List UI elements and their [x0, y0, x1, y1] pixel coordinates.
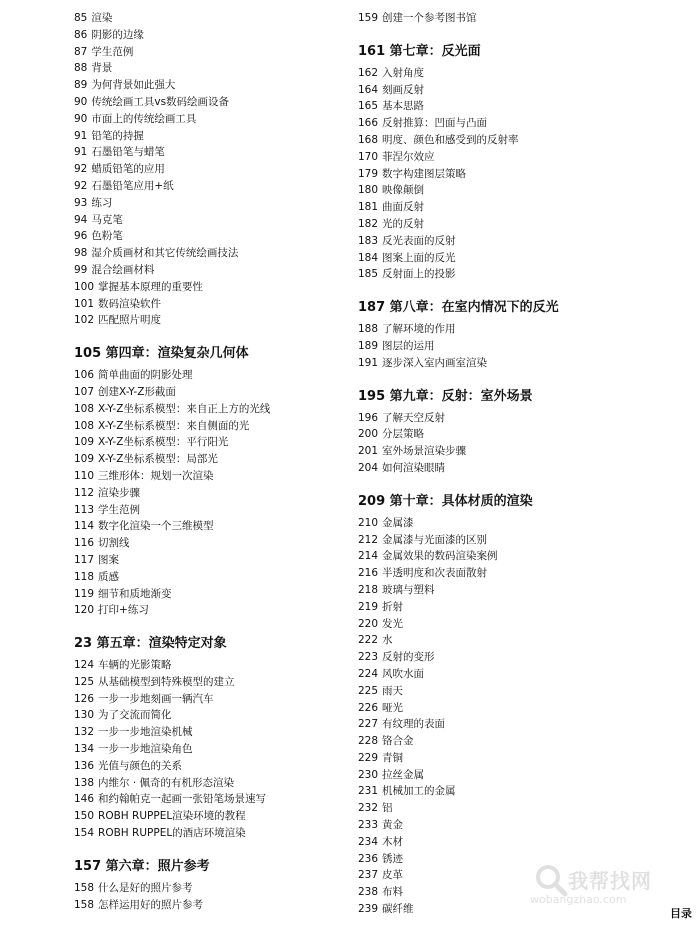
entry-title: 半透明度和次表面散射: [382, 567, 488, 580]
entry-title: 马克笔: [91, 213, 123, 226]
entry-title: X-Y-Z坐标系模型：来自正上方的光线: [98, 402, 271, 415]
entry-title: 渲染步骤: [98, 486, 141, 499]
toc-entry: [74, 44, 344, 61]
toc-entry: [358, 649, 688, 666]
entry-title: 分层策略: [382, 428, 425, 441]
toc-entry: [74, 418, 344, 435]
page-number: 224: [358, 667, 379, 680]
chapter-heading: 105 第四章：渲染复杂几何体: [74, 346, 249, 362]
page-number: 168: [358, 133, 379, 146]
page-number: 185: [358, 268, 379, 281]
toc-entry: [358, 82, 688, 99]
page-number: 86: [74, 28, 88, 41]
toc-entry: [358, 10, 688, 27]
entry-title: 质感: [98, 570, 120, 583]
toc-entry: [74, 212, 344, 229]
page-number: 216: [358, 567, 379, 580]
toc-entry: [74, 10, 344, 27]
toc-entry: [74, 808, 344, 825]
page-number: 222: [358, 634, 379, 647]
entry-title: 入射角度: [382, 66, 425, 79]
entry-title: 和约翰帕克一起画一张铅笔场景速写: [98, 793, 267, 806]
toc-section: [358, 388, 688, 477]
toc-entry: [358, 65, 688, 82]
entry-title: 如何渲染眼睛: [382, 461, 446, 474]
page-number: 236: [358, 852, 379, 865]
toc-entry: [358, 666, 688, 683]
page-number: 130: [74, 709, 95, 722]
page-number: 134: [74, 743, 95, 756]
entry-title: 学生范例: [98, 503, 141, 516]
toc-entry: [74, 279, 344, 296]
toc-entry: [358, 149, 688, 166]
entry-title: 玻璃与塑料: [382, 583, 435, 596]
page-number: 92: [74, 163, 88, 176]
page-number: 91: [74, 146, 88, 159]
entry-title: 色粉笔: [91, 230, 123, 243]
toc-entry: [74, 518, 344, 535]
entry-title: 传统绘画工具vs数码绘画设备: [91, 95, 230, 108]
page-number: 238: [358, 886, 379, 899]
entry-title: 图案上面的反光: [382, 251, 456, 264]
page-number: 88: [74, 62, 88, 75]
magnifier-icon: [534, 863, 568, 897]
entry-title: 金属漆与光面漆的区别: [382, 533, 488, 546]
entry-title: 数字化渲染一个三维模型: [98, 520, 214, 533]
toc-section: [74, 10, 344, 329]
toc-entry: [74, 657, 344, 674]
page-number: 232: [358, 802, 379, 815]
entry-title: 青铜: [382, 751, 404, 764]
toc-entry: [74, 602, 344, 619]
page-number: 89: [74, 79, 88, 92]
entry-title: 数码渲染软件: [98, 297, 162, 310]
toc-entry: [74, 791, 344, 808]
toc-entry: [74, 401, 344, 418]
entry-title: 金属漆: [382, 516, 414, 529]
entry-title: 怎样运用好的照片参考: [98, 898, 204, 911]
toc-entry: [74, 384, 344, 401]
entry-title: 锈迹: [382, 852, 404, 865]
entry-title: 折射: [382, 600, 404, 613]
toc-entry: [358, 582, 688, 599]
entry-title: ROBH RUPPEL的酒店环境渲染: [98, 827, 246, 840]
footer-label: 目录: [670, 907, 692, 920]
entry-title: 反射推算：凹面与凸面: [382, 117, 488, 130]
entry-title: 学生范例: [91, 45, 134, 58]
entry-title: 三维形体：规划一次渲染: [98, 469, 214, 482]
toc-entry: [358, 321, 688, 338]
toc-right-column: [358, 10, 688, 918]
entry-title: 雨天: [382, 684, 404, 697]
page-number: 124: [74, 659, 95, 672]
page-number: 204: [358, 461, 379, 474]
page-number: 184: [358, 251, 379, 264]
entry-title: 车辆的光影策略: [98, 659, 172, 672]
entry-title: 内维尔 · 佩奇的有机形态渲染: [98, 776, 235, 789]
entry-title: 一步一步地刻画一辆汽车: [98, 692, 214, 705]
entry-title: 什么是好的照片参考: [98, 881, 193, 894]
entry-title: 石墨铅笔应用+纸: [91, 179, 174, 192]
page-number: 119: [74, 587, 95, 600]
chapter-heading: 187 第八章：在室内情况下的反光: [358, 300, 559, 316]
page-number: 210: [358, 516, 379, 529]
toc-section: [358, 43, 688, 283]
toc-entry: [358, 683, 688, 700]
toc-entry: [74, 195, 344, 212]
page-number: 164: [358, 83, 379, 96]
page-number: 226: [358, 701, 379, 714]
page-number: 231: [358, 785, 379, 798]
entry-title: 匹配照片明度: [98, 314, 162, 327]
entry-title: 练习: [91, 196, 113, 209]
page-number: 229: [358, 751, 379, 764]
entry-title: 室外场景渲染步骤: [382, 445, 467, 458]
page-number: 117: [74, 553, 95, 566]
toc-entry: [358, 565, 688, 582]
page-number: 225: [358, 684, 379, 697]
toc-section: [74, 858, 344, 914]
entry-title: 风吹水面: [382, 667, 425, 680]
entry-title: 哑光: [382, 701, 404, 714]
page-number: 126: [74, 692, 95, 705]
page-number: 136: [74, 759, 95, 772]
entry-title: X-Y-Z坐标系模型：局部光: [98, 453, 218, 466]
page-number: 158: [74, 898, 95, 911]
entry-title: 铅笔的持握: [91, 129, 144, 142]
entry-title: 有纹理的表面: [382, 718, 446, 731]
page-number: 106: [74, 369, 95, 382]
page-number: 170: [358, 150, 379, 163]
page-number: 214: [358, 550, 379, 563]
toc-entry: [358, 132, 688, 149]
toc-entry: [74, 468, 344, 485]
page-number: 220: [358, 617, 379, 630]
page-number: 132: [74, 726, 95, 739]
page-number: 109: [74, 453, 95, 466]
chapter-heading: 195 第九章：反射：室外场景: [358, 388, 533, 404]
entry-title: 为何背景如此强大: [91, 79, 176, 92]
page-number: 239: [358, 903, 379, 916]
page-number: 93: [74, 196, 88, 209]
entry-title: 逐步深入室内画室渲染: [382, 356, 488, 369]
entry-title: 数字构建图层策略: [382, 167, 467, 180]
toc-entry: [74, 674, 344, 691]
toc-entry: [358, 632, 688, 649]
page-number: 114: [74, 520, 95, 533]
page-number: 227: [358, 718, 379, 731]
entry-title: 创建X-Y-Z形截面: [98, 385, 176, 398]
page-number: 101: [74, 297, 95, 310]
toc-entry: [358, 182, 688, 199]
entry-title: 拉丝金属: [382, 768, 425, 781]
entry-title: 从基础模型到特殊模型的建立: [98, 675, 235, 688]
toc-entry: [358, 599, 688, 616]
page-number: 166: [358, 117, 379, 130]
toc-entry: [358, 532, 688, 549]
toc-entry: [74, 485, 344, 502]
entry-title: 布料: [382, 886, 404, 899]
toc-section: [358, 10, 688, 27]
page-number: 180: [358, 184, 379, 197]
page-number: 218: [358, 583, 379, 596]
page-number: 188: [358, 323, 379, 336]
toc-entry: [74, 94, 344, 111]
entry-title: X-Y-Z坐标系模型：平行阳光: [98, 436, 229, 449]
entry-title: ROBH RUPPEL渲染环境的教程: [98, 810, 246, 823]
entry-title: 打印+练习: [98, 604, 149, 617]
toc-entry: [358, 515, 688, 532]
toc-entry: [358, 800, 688, 817]
toc-entry: [74, 111, 344, 128]
page-number: 234: [358, 835, 379, 848]
toc-entry: [74, 897, 344, 914]
toc-entry: [358, 199, 688, 216]
page-number: 223: [358, 651, 379, 664]
entry-title: 创建一个参考图书馆: [382, 12, 477, 24]
page-number: 102: [74, 314, 95, 327]
toc-entry: [74, 434, 344, 451]
page-number: 107: [74, 385, 95, 398]
toc-entry: [358, 266, 688, 283]
toc-entry: [358, 733, 688, 750]
page-number: 85: [74, 12, 88, 24]
entry-title: 曲面反射: [382, 201, 425, 214]
toc-entry: [74, 161, 344, 178]
page-number: 200: [358, 428, 379, 441]
toc-entry: [358, 783, 688, 800]
page-number: 196: [358, 411, 379, 424]
entry-title: 铬合金: [382, 735, 414, 748]
toc-entry: [358, 338, 688, 355]
page-number: 179: [358, 167, 379, 180]
page-number: 237: [358, 869, 379, 882]
toc-section: [358, 493, 688, 918]
page-number: 118: [74, 570, 95, 583]
toc-entry: [74, 60, 344, 77]
entry-title: 机械加工的金属: [382, 785, 456, 798]
entry-title: 反射的变形: [382, 651, 435, 664]
page-number: 138: [74, 776, 95, 789]
entry-title: 背景: [91, 62, 113, 75]
page-number: 112: [74, 486, 95, 499]
toc-entry: [358, 443, 688, 460]
chapter-heading: 209 第十章：具体材质的渲染: [358, 493, 533, 509]
toc-entry: [74, 775, 344, 792]
page-number: 116: [74, 537, 95, 550]
page-number: 100: [74, 280, 95, 293]
entry-title: 一步一步地渲染机械: [98, 726, 193, 739]
page-number: 91: [74, 129, 88, 142]
toc-entry: [74, 128, 344, 145]
page-number: 92: [74, 179, 88, 192]
toc-entry: [358, 233, 688, 250]
page-number: 230: [358, 768, 379, 781]
toc-entry: [358, 616, 688, 633]
entry-title: 图层的运用: [382, 339, 435, 352]
entry-title: 光值与颜色的关系: [98, 759, 183, 772]
page-number: 158: [74, 881, 95, 894]
entry-title: 黄金: [382, 819, 404, 832]
entry-title: 了解环境的作用: [382, 323, 456, 336]
entry-title: 细节和质地渐变: [98, 587, 172, 600]
page-number: 113: [74, 503, 95, 516]
entry-title: 刻画反射: [382, 83, 425, 96]
entry-title: 基本思路: [382, 100, 425, 113]
toc-entry: [74, 27, 344, 44]
watermark-url: wobangzhao.com: [530, 893, 627, 906]
page-number: 150: [74, 810, 95, 823]
toc-entry: [74, 552, 344, 569]
entry-title: X-Y-Z坐标系模型：来自侧面的光: [98, 419, 250, 432]
chapter-heading: 157 第六章：照片参考: [74, 858, 210, 874]
page-number: 183: [358, 234, 379, 247]
page-number: 90: [74, 112, 88, 125]
toc-entry: [74, 880, 344, 897]
entry-title: 木材: [382, 835, 404, 848]
page-number: 125: [74, 675, 95, 688]
entry-title: 了解天空反射: [382, 411, 446, 424]
page-number: 109: [74, 436, 95, 449]
page-number: 189: [358, 339, 379, 352]
page-number: 94: [74, 213, 88, 226]
toc-section: [74, 345, 344, 619]
toc-entry: [358, 716, 688, 733]
toc-entry: [358, 216, 688, 233]
page-number: 162: [358, 66, 379, 79]
toc-entry: [74, 77, 344, 94]
entry-title: 阴影的边缘: [91, 28, 144, 41]
entry-title: 石墨铅笔与蜡笔: [91, 146, 165, 159]
toc-entry: [74, 451, 344, 468]
entry-title: 掌握基本原理的重要性: [98, 280, 204, 293]
chapter-heading: 161 第七章：反光面: [358, 43, 481, 59]
toc-section: [358, 299, 688, 371]
entry-title: 为了交流而简化: [98, 709, 172, 722]
toc-entry: [74, 825, 344, 842]
entry-title: 菲涅尔效应: [382, 150, 435, 163]
page-number: 228: [358, 735, 379, 748]
page-number: 90: [74, 95, 88, 108]
entry-title: 混合绘画材料: [91, 263, 155, 276]
entry-title: 金属效果的数码渲染案例: [382, 550, 498, 563]
entry-title: 映像颠倒: [382, 184, 425, 197]
toc-entry: [74, 724, 344, 741]
toc-entry: [358, 750, 688, 767]
toc-entry: [74, 707, 344, 724]
entry-title: 光的反射: [382, 217, 425, 230]
toc-entry: [358, 817, 688, 834]
page-number: 201: [358, 445, 379, 458]
page-number: 191: [358, 356, 379, 369]
entry-title: 反光表面的反射: [382, 234, 456, 247]
entry-title: 碳纤维: [382, 903, 414, 916]
toc-entry: [74, 741, 344, 758]
entry-title: 简单曲面的阴影处理: [98, 369, 193, 382]
toc-entry: [74, 228, 344, 245]
page-number: 233: [358, 819, 379, 832]
toc-entry: [74, 535, 344, 552]
page-number: 87: [74, 45, 88, 58]
toc-entry: [358, 115, 688, 132]
toc-entry: [74, 367, 344, 384]
page-number: 99: [74, 263, 88, 276]
toc-entry: [358, 426, 688, 443]
entry-title: 湿介质画材和其它传统绘画技法: [91, 247, 239, 260]
toc-entry: [74, 758, 344, 775]
toc-entry: [74, 262, 344, 279]
toc-left-column: [74, 10, 344, 913]
entry-title: 市面上的传统绘画工具: [91, 112, 197, 125]
toc-entry: [358, 166, 688, 183]
toc-entry: [74, 245, 344, 262]
watermark: [528, 863, 678, 911]
toc-entry: [74, 586, 344, 603]
page-number: 154: [74, 827, 95, 840]
page-number: 96: [74, 230, 88, 243]
page-number: 165: [358, 100, 379, 113]
toc-entry: [358, 700, 688, 717]
entry-title: 明度、颜色和感受到的反射率: [382, 133, 519, 146]
toc-entry: [74, 502, 344, 519]
entry-title: 渲染: [91, 12, 113, 24]
entry-title: 切割线: [98, 537, 130, 550]
page-number: 159: [358, 12, 379, 24]
page-number: 98: [74, 247, 88, 260]
toc-entry: [358, 767, 688, 784]
page-number: 108: [74, 419, 95, 432]
watermark-text: 我帮找网: [568, 869, 652, 893]
toc-entry: [74, 144, 344, 161]
toc-entry: [74, 691, 344, 708]
toc-entry: [74, 569, 344, 586]
page-number: 120: [74, 604, 95, 617]
toc-entry: [358, 460, 688, 477]
page-number: 146: [74, 793, 95, 806]
toc-section: [74, 635, 344, 842]
toc-entry: [74, 312, 344, 329]
page-number: 181: [358, 201, 379, 214]
page-number: 182: [358, 217, 379, 230]
toc-entry: [358, 355, 688, 372]
toc-entry: [358, 98, 688, 115]
toc-entry: [74, 178, 344, 195]
toc-entry: [74, 296, 344, 313]
entry-title: 发光: [382, 617, 404, 630]
chapter-heading: 23 第五章：渲染特定对象: [74, 636, 227, 652]
entry-title: 蜡质铅笔的应用: [91, 163, 165, 176]
toc-entry: [358, 250, 688, 267]
entry-title: 一步一步地渲染角色: [98, 743, 193, 756]
page-number: 219: [358, 600, 379, 613]
page-number: 110: [74, 469, 95, 482]
entry-title: 图案: [98, 553, 120, 566]
page-number: 212: [358, 533, 379, 546]
toc-entry: [358, 548, 688, 565]
toc-entry: [358, 410, 688, 427]
entry-title: 皮革: [382, 869, 404, 882]
entry-title: 铝: [382, 802, 393, 815]
toc-entry: [358, 834, 688, 851]
entry-title: 反射面上的投影: [382, 268, 456, 281]
entry-title: 水: [382, 634, 393, 647]
page-number: 108: [74, 402, 95, 415]
